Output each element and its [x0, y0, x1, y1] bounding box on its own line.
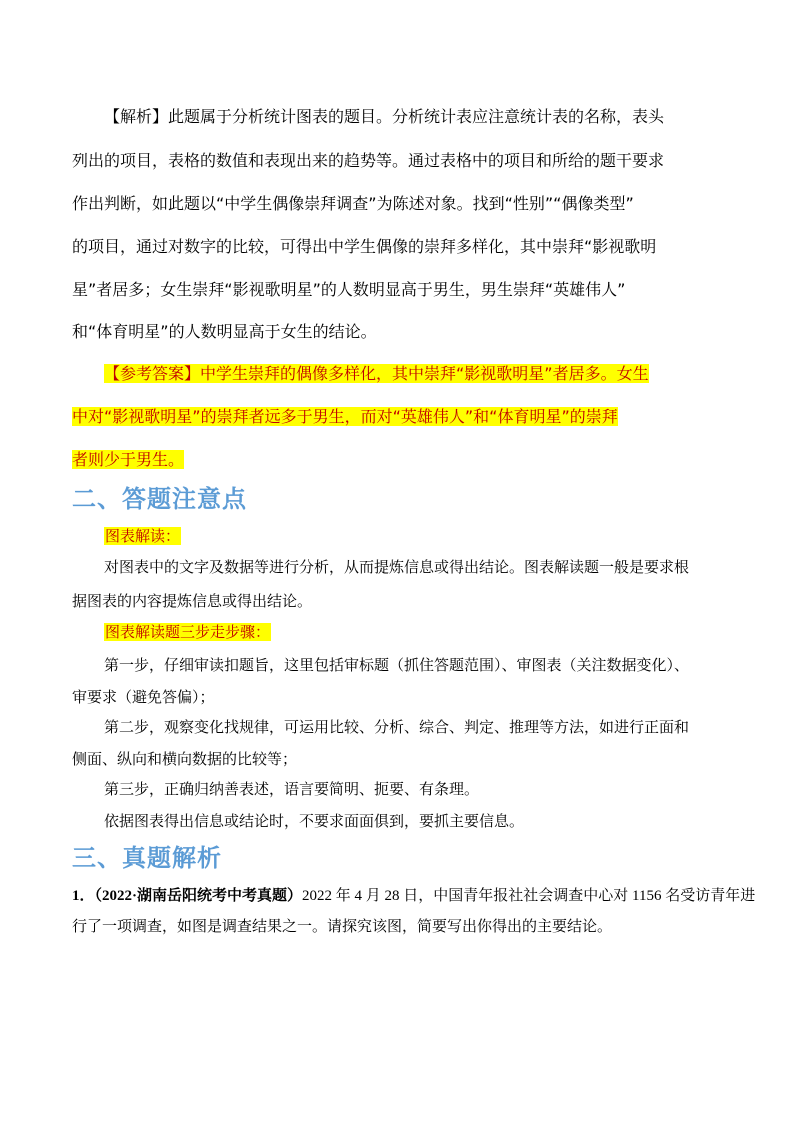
step-line-5: 第三步，正确归纳善表述，语言要简明、扼要、有条理。 [104, 780, 480, 798]
section-heading-3: 三、真题解析 [72, 843, 222, 872]
answer-line-2-text: 中对“影视歌明星”的崇拜者远多于男生，而对“英雄伟人”和“体育明星”的崇拜 [72, 407, 618, 426]
analysis-line-5: 星”者居多；女生崇拜“影视歌明星”的人数明显高于男生，男生崇拜“英雄伟人” [72, 280, 626, 299]
answer-line-3-text: 者则少于男生。 [72, 450, 185, 469]
sub-heading-chart-reading-text: 图表解读： [105, 527, 181, 545]
analysis-line-2: 列出的项目，表格的数值和表现出来的趋势等。通过表格中的项目和所给的题干要求 [72, 151, 665, 170]
step-line-6: 依据图表得出信息或结论时，不要求面面俱到，要抓主要信息。 [104, 812, 525, 830]
question-text-1: 2022 年 4 月 28 日，中国青年报社社会调查中心对 1156 名受访青年进 [302, 888, 756, 904]
section-heading-2: 二、答题注意点 [72, 484, 247, 513]
question-line-2: 行了一项调查，如图是调查结果之一。请探究该图，简要写出你得出的主要结论。 [72, 919, 613, 935]
question-line-1 [72, 885, 755, 907]
sub-heading-chart-reading [104, 525, 181, 547]
step-line-4: 侧面、纵向和横向数据的比较等； [72, 750, 298, 768]
sub-heading-three-steps-text: 图表解读题三步走步骤： [105, 623, 271, 641]
analysis-line-3: 作出判断，如此题以“中学生偶像崇拜调查”为陈述对象。找到“性别”“偶像类型” [72, 194, 634, 213]
step-line-1: 第一步，仔细审读扣题旨，这里包括审标题（抓住答题范围）、审图表（关注数据变化）、 [104, 656, 690, 674]
analysis-line-1: 【解析】此题属于分析统计图表的题目。分析统计表应注意统计表的名称，表头 [104, 107, 665, 126]
answer-line-1 [104, 363, 649, 385]
answer-line-2 [72, 406, 618, 428]
step-line-2: 审要求（避免答偏）； [72, 688, 215, 706]
question-number: 1． [72, 888, 95, 904]
sub-heading-three-steps [104, 621, 271, 643]
question-source: （2022·湖南岳阳统考中考真题） [94, 888, 303, 904]
analysis-line-6: 和“体育明星”的人数明显高于女生的结论。 [72, 322, 377, 341]
answer-line-3 [72, 449, 184, 471]
answer-line-1-text: 【参考答案】中学生崇拜的偶像多样化，其中崇拜“影视歌明星”者居多。女生 [104, 364, 649, 383]
para1-line-1: 对图表中的文字及数据等进行分析，从而提炼信息或得出结论。图表解读题一般是要求根 [104, 558, 690, 576]
step-line-3: 第二步，观察变化找规律，可运用比较、分析、综合、判定、推理等方法，如进行正面和 [104, 718, 690, 736]
para1-line-2: 据图表的内容提炼信息或得出结论。 [72, 592, 313, 610]
analysis-line-4: 的项目，通过对数字的比较，可得出中学生偶像的崇拜多样化，其中崇拜“影视歌明 [72, 237, 657, 256]
